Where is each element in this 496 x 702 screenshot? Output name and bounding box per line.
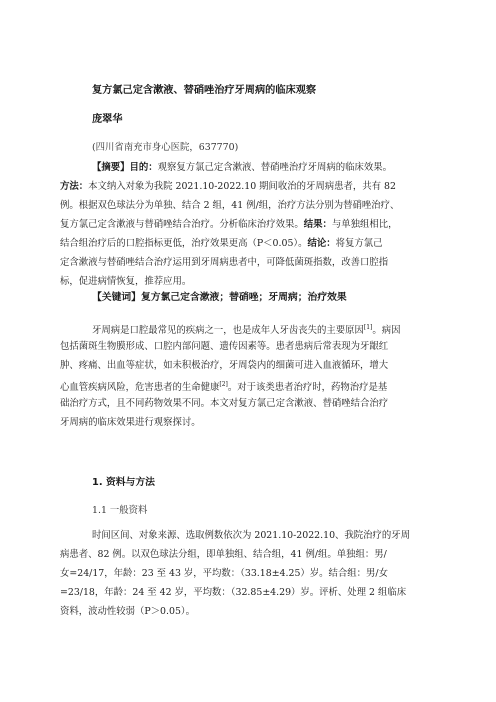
- intro-line: 包括菌斑生物膜形成、口腔内部问题、遗传因素等。患者患病后常表现为牙龈红: [60, 341, 389, 352]
- body-line: 资料，波动性较弱（P＞0.05）。: [60, 606, 195, 617]
- intro-line: 。病因: [372, 325, 401, 337]
- body-line: =23/18，年龄：24 至 42 岁，平均数：（32.85±4.29）岁。评析、处理 2 组临床: [60, 587, 407, 598]
- citation-1: [1]: [363, 324, 373, 331]
- abstract-line: 例。根据双色球法分为单独、结合 2 组，41 例/组，治疗方法分别为替硝唑治疗、: [60, 200, 400, 211]
- intro-line: 心血管疾病风险，危害患者的生命健康: [60, 382, 220, 394]
- section-heading: 1. 资料与方法: [92, 477, 155, 488]
- body-line: 时间区间、对象来源、选取例数依次为 2021.10-2022.10、我院治疗的牙周: [92, 530, 411, 541]
- introduction-paragraph: [60, 318, 440, 432]
- abstract-paragraph: [60, 158, 440, 291]
- citation-2: [2]: [219, 381, 228, 388]
- abstract-line: 定含漱液与替硝唑结合治疗运用到牙周病患者中，可降低菌斑指数，改善口腔指: [60, 257, 389, 268]
- intro-line: 牙周病是口腔最常见的疾病之一，也是成年人牙齿丧失的主要原因: [92, 325, 364, 337]
- intro-line: 。对于该类患者治疗时，药物治疗是基: [227, 382, 388, 394]
- abstract-label: 【摘要】目的：: [92, 162, 158, 173]
- conclusion-label: 结论：: [307, 238, 336, 249]
- abstract-line: 复方氯己定含漱液与替硝唑结合治疗。分析临床治疗效果。: [60, 219, 304, 230]
- keywords: 【关键词】复方氯己定含漱液；替硝唑；牙周病；治疗效果: [92, 292, 347, 303]
- abstract-line: 标，促进病情恢复，推荐应用。: [60, 276, 192, 287]
- author-name: 庞翠华: [92, 114, 123, 125]
- author-affiliation: (四川省南充市身心医院，637770): [92, 142, 239, 153]
- intro-line: 牙周病的临床效果进行观察探讨。: [60, 417, 201, 428]
- abstract-line: 观察复方氯己定含漱液、替硝唑治疗牙周病的临床效果。: [157, 162, 393, 173]
- section-paragraph: [60, 526, 440, 621]
- subsection-heading: 1.1 一般资料: [92, 505, 148, 516]
- abstract-line: 与单独组相比，: [331, 219, 398, 230]
- body-line: 女=24/17，年龄：23 至 43 岁，平均数：（33.18±4.25）岁。结合组：男/女: [60, 568, 388, 579]
- abstract-line: 本文纳入对象为我院 2021.10-2022.10 期间收治的牙周病患者，共有 82: [88, 181, 396, 192]
- method-label: 方法：: [60, 181, 89, 192]
- abstract-line: 将复方氯己: [335, 238, 383, 249]
- intro-line: 肿、疼痛、出血等症状，如未积极治疗，牙周袋内的细菌可进入血液循环，增大: [60, 360, 389, 371]
- intro-line: 础治疗方式，且不同药物效果不同。本文对复方氯己定含漱液、替硝唑结合治疗: [60, 398, 389, 409]
- paper-title: 复方氯己定含漱液、替硝唑治疗牙周病的临床观察: [92, 85, 317, 96]
- body-line: 病患者、82 例。以双色球法分组，即单独组、结合组，41 例/组。单独组：男/: [60, 549, 387, 560]
- abstract-line: 结合组治疗后的口腔指标更低，治疗效果更高（P＜0.05）。: [60, 238, 308, 249]
- result-label: 结果：: [303, 219, 332, 230]
